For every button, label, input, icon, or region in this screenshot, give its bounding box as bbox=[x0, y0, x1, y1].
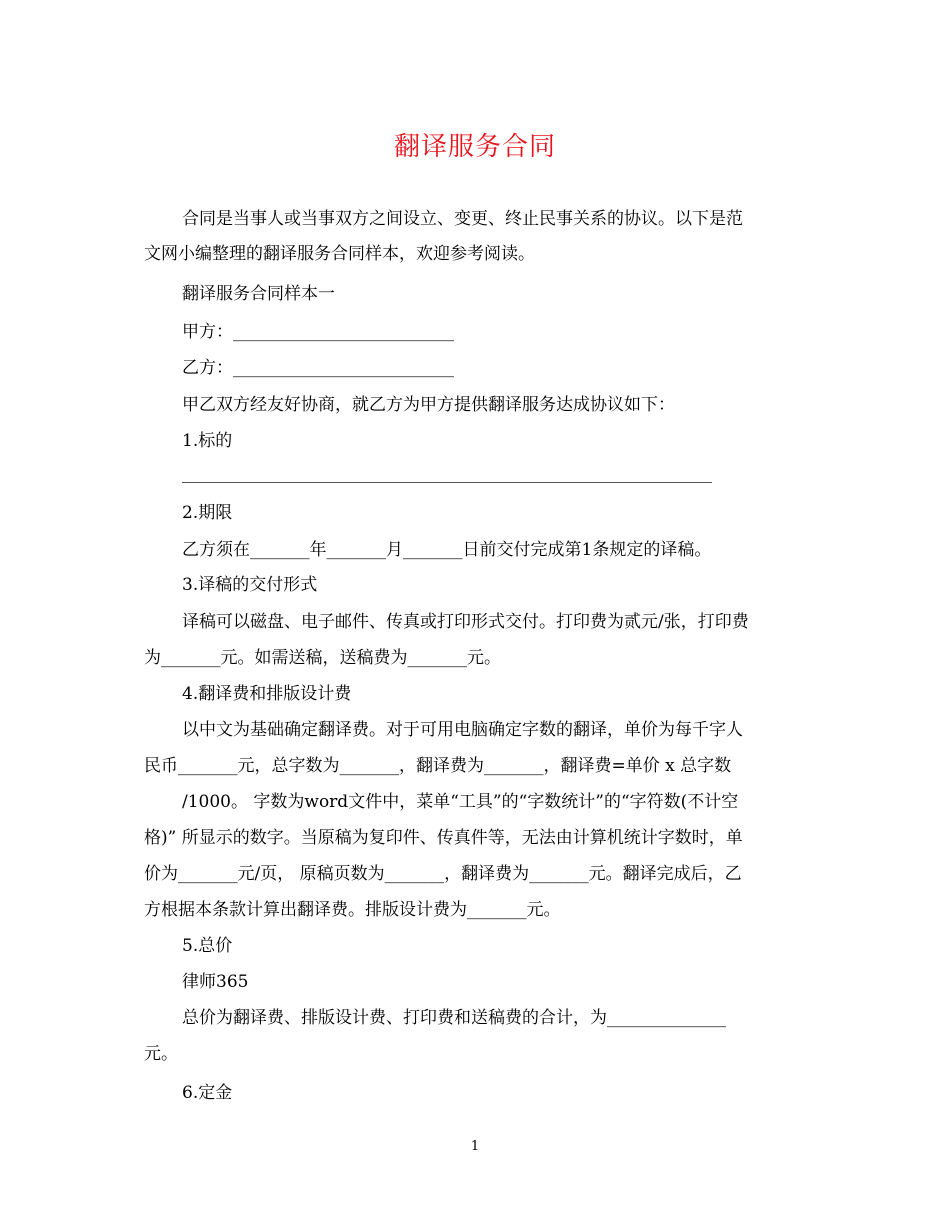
party-a-line: 甲方：__________________________ bbox=[182, 322, 454, 342]
paragraph-line: 乙方须在_______年_______月_______日前交付完成第1条规定的译稿。 bbox=[182, 540, 712, 560]
paragraph-line: 价为_______元/页， 原稿页数为_______，翻译费为_______元。翻译完成后，乙 bbox=[144, 864, 742, 884]
paragraph-line: 律师365 bbox=[182, 972, 249, 992]
clause-heading: 2.期限 bbox=[182, 503, 233, 523]
clause-heading: 6.定金 bbox=[182, 1083, 233, 1103]
party-b-line: 乙方：__________________________ bbox=[182, 358, 454, 378]
page-number: 1 bbox=[470, 1139, 480, 1154]
section-heading: 翻译服务合同样本一 bbox=[182, 284, 335, 304]
clause-heading: 3.译稿的交付形式 bbox=[182, 575, 318, 595]
paragraph-line: 民币_______元，总字数为_______，翻译费为_______，翻译费=单价 x 总字数 bbox=[144, 756, 732, 776]
document-title: 翻译服务合同 bbox=[393, 132, 556, 162]
paragraph-line: 元。 bbox=[144, 1044, 178, 1064]
paragraph-line: 文网小编整理的翻译服务合同样本，欢迎参考阅读。 bbox=[144, 244, 535, 264]
paragraph-line: 为_______元。如需送稿，送稿费为_______元。 bbox=[144, 648, 501, 668]
paragraph-line: 甲乙双方经友好协商，就乙方为甲方提供翻译服务达成协议如下： bbox=[182, 395, 675, 415]
clause-heading: 4.翻译费和排版设计费 bbox=[182, 684, 352, 704]
clause-heading: 1.标的 bbox=[182, 431, 233, 451]
clause-heading: 5.总价 bbox=[182, 936, 233, 956]
paragraph-line: 译稿可以磁盘、电子邮件、传真或打印形式交付。打印费为贰元/张，打印费 bbox=[182, 612, 749, 632]
paragraph-line: 格)” 所显示的数字。当原稿为复印件、传真件等，无法由计算机统计字数时，单 bbox=[144, 828, 743, 848]
paragraph-line: 以中文为基础确定翻译费。对于可用电脑确定字数的翻译，单价为每千字人 bbox=[182, 720, 743, 740]
paragraph-line: 总价为翻译费、排版设计费、打印费和送稿费的合计，为______________ bbox=[182, 1008, 726, 1028]
paragraph-line: 合同是当事人或当事双方之间设立、变更、终止民事关系的协议。以下是范 bbox=[182, 209, 743, 229]
paragraph-line: /1000。 字数为word文件中，菜单“工具”的“字数统计”的“字符数(不计空 bbox=[182, 792, 739, 812]
paragraph-line: 方根据本条款计算出翻译费。排版设计费为_______元。 bbox=[144, 900, 561, 920]
blank-fill-line bbox=[182, 482, 712, 483]
